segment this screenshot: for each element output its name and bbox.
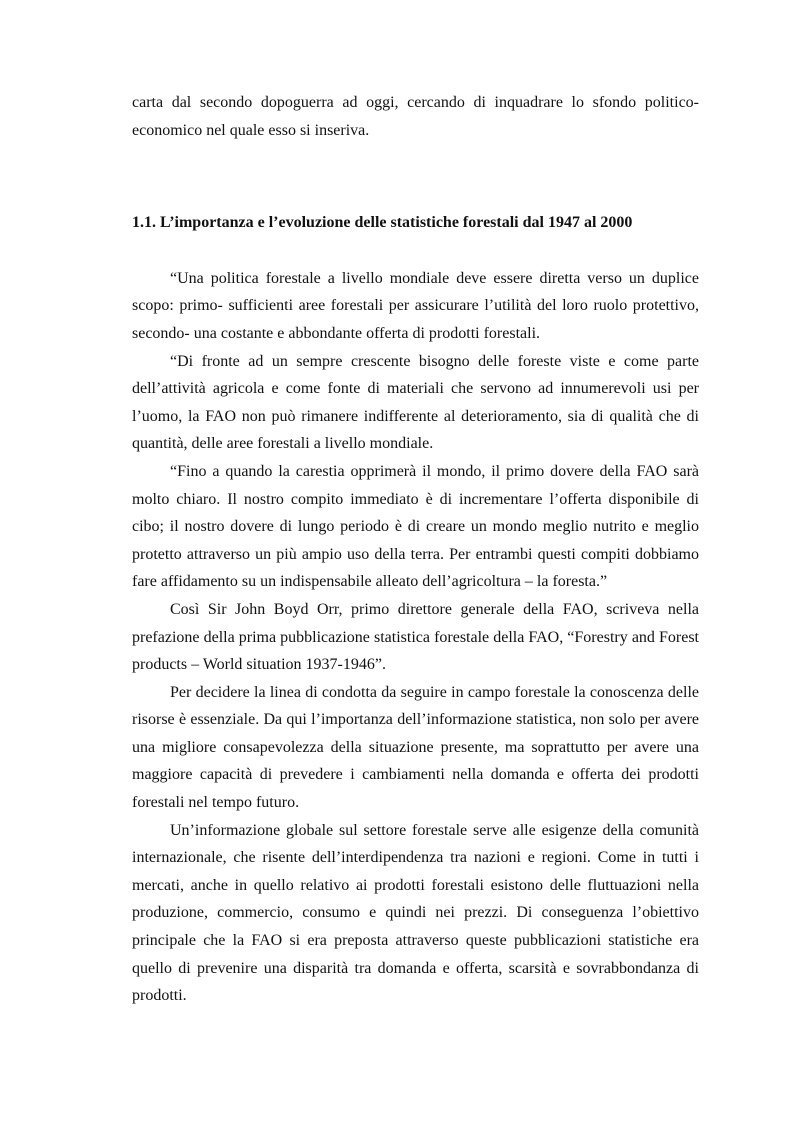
paragraph-statistics-importance: Per decidere la linea di condotta da seguire in campo forestale la conoscenza delle risorse è essenziale. Da qui l’importanza dell’informazione statistica, non solo per avere una migliore consapevolezza della situazione presente, ma soprattutto per avere una maggiore capacità di prevedere i cambiamenti nella domanda e offerta dei prodotti forestali nel tempo futuro. bbox=[132, 683, 699, 812]
section-heading: 1.1. L’importanza e l’evoluzione delle statistiche forestali dal 1947 al 2000 bbox=[132, 214, 633, 232]
paragraph-attribution: Così Sir John Boyd Orr, primo direttore generale della FAO, scriveva nella prefazione della prima pubblicazione statistica forestale della FAO, “Forestry and Forest products – World situation 1937-1946”. bbox=[132, 600, 699, 674]
intro-paragraph: carta dal secondo dopoguerra ad oggi, cercando di inquadrare lo sfondo politico-economico nel quale esso si inseriva. bbox=[132, 94, 699, 139]
spacer bbox=[132, 144, 699, 209]
paragraph-quote-1: “Una politica forestale a livello mondiale deve essere diretta verso un duplice scopo: primo- sufficienti aree forestali per assicurare l’utilità del loro ruolo protettivo, secondo- una costante e abbondante offerta di prodotti forestali. bbox=[132, 269, 699, 342]
paragraph-quote-3: “Fino a quando la carestia opprimerà il mondo, il primo dovere della FAO sarà molto chiaro. Il nostro compito immediato è di incrementare l’offerta disponibile di cibo; il nostro dovere di lungo periodo è di creare un mondo meglio nutrito e meglio protetto attraverso un più ampio uso della terra. Per entrambi questi compiti dobbiamo fare affidamento su un indispensabile alleato dell’agricoltura – la foresta.” bbox=[132, 462, 699, 591]
spacer bbox=[132, 237, 699, 265]
paragraph-global-information: Un’informazione globale sul settore forestale serve alle esigenze della comunità internazionale, che risente dell’interdipendenza tra nazioni e regioni. Come in tutti i mercati, anche in quello relativo ai prodotti forestali esistono delle fluttuazioni nella produzione, commercio, consumo e quindi nei prezzi. Di conseguenza l’obiettivo principale che la FAO si era preposta attraverso queste pubblicazioni statistiche era quello di prevenire una disparità tra domanda e offerta, scarsità e sovrabbondanza di prodotti. bbox=[132, 821, 699, 1005]
paragraph-quote-2: “Di fronte ad un sempre crescente bisogno delle foreste viste e come parte dell’attività agricola e come fonte di materiali che servono ad innumerevoli usi per l’uomo, la FAO non può rimanere indifferente al deterioramento, sia di qualità che di quantità, delle aree forestali a livello mondiale. bbox=[132, 352, 699, 453]
